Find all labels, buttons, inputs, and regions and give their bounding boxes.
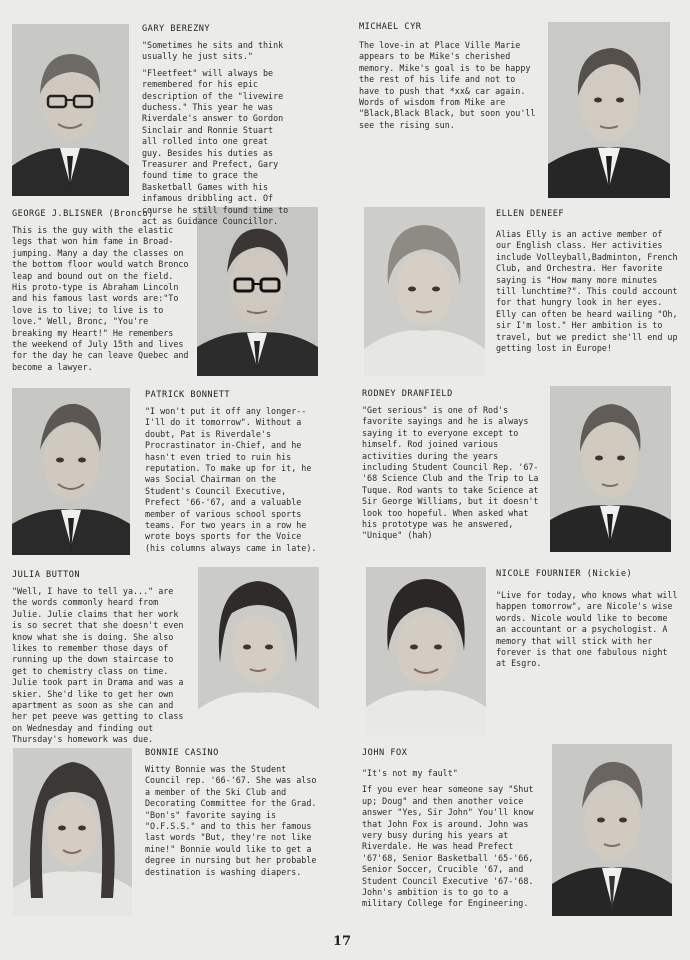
bio-text-michael-cyr: The love-in at Place Ville Marie appears to be Mike's cherished memory. Mike's goal is to be happy the rest of his life and not to have to push that *xx& car again. Words of wisdom from Mike are "Black,Black Black, but soon you'll see the rising sun. (359, 40, 536, 130)
photo-patrick-bonnett (12, 388, 130, 555)
page-number: 17 (333, 934, 352, 949)
bio-text-gary-berezny: "Fleetfeet" will always be remembered for his epic description of the "livewire duchess." This year he was Riverdale's answer to Gordon Sinclair and Ronnie Stuart all rolled into one great guy. Besides his duties as Treasurer and Prefect, Gary found time to grace the Basketball Games with his infamous dribbling act. Of course he still found time to act as Guidance Councillor. (142, 67, 289, 227)
name-bonnie-casino: BONNIE CASINO (145, 748, 219, 758)
bio-julia-button (12, 586, 192, 751)
name-julia-button: JULIA BUTTON (12, 570, 81, 580)
bio-john-fox (362, 768, 542, 915)
bio-text-george-blisner: This is the guy with the elastic legs that won him fame in Broad-jumping. Many a day the classes on the bottom floor would watch Bronco leap and bound out on the field. His proto-type is Abraham Lincoln and his famous last words are:"To love is to live; to live is to love." Well, Bronc, "You're breaking my Heart!" He remembers the weekend of July 15th and lives for the day he can leave Quebec and become a lawyer. (12, 225, 189, 372)
name-george-blisner: GEORGE J.BLISNER (Bronco) (12, 209, 154, 219)
bio-text-john-fox: If you ever hear someone say "Shut up; Doug" and then another voice answer "Yes, Sir John" You'll know that John Fox is around. John was very busy during his years at Riverdale. He was head Prefect '67'68, Senior Basketball '65-'66, Senior Soccer, Crucible '67, and Student Council Executive '67-'68. John's ambition is to go to a military College for Engineering. (362, 784, 534, 909)
bio-text-bonnie-casino: Witty Bonnie was the Student Council rep. '66-'67. She was also a member of the Ski Club and Decorating Committee for the Grad. "Bon's" favorite saying is "O.F.S.S." and to this her famous last words "But, they're not like mine!" Bonnie would like to get a degree in nursing but her probable destination is washing diapers. (145, 764, 317, 877)
photo-julia-button (198, 567, 319, 737)
name-gary-berezny: GARY BEREZNY (142, 24, 211, 34)
bio-ellen-deneef (496, 229, 682, 359)
quote-gary-berezny: "Sometimes he sits and think usually he just sits." (142, 40, 284, 62)
name-ellen-deneef: ELLEN DENEEF (496, 209, 565, 219)
bio-text-patrick-bonnett: "I won't put it off any longer--I'll do it tomorrow". Without a doubt, Pat is Riverdale's Procrastinator in-Chief, and he hasn't even tried to ruin his reputation. To make up for it, he was Social Chairman on the Student's Council Executive, Prefect '66-'67, and a valuable member of various school sports teams. For two years in a row he wrote boys sports for the Voice (his columns always came in late). (145, 406, 317, 553)
photo-michael-cyr (548, 22, 670, 198)
bio-text-nicole-fournier: "Live for today, who knows what will happen tomorrow", are Nicole's wise words. Nicole would like to become an accountant or a psychologist. A memory that will stick with her forever is that one fabulous night at Esgro. (496, 590, 678, 669)
quote-john-fox: "It's not my fault" (362, 768, 458, 778)
name-nicole-fournier: NICOLE FOURNIER (Nickie) (496, 569, 633, 579)
photo-john-fox (552, 744, 672, 916)
bio-bonnie-casino (145, 764, 321, 883)
photo-gary-berezny (12, 24, 129, 196)
bio-text-julia-button: "Well, I have to tell ya..." are the words commonly heard from Julie. Julie claims that her work is so secret that she doesn't even know what she is doing. She also likes to remember those days of running up the down staircase to get to chemistry class on time. Julie took part in Drama and was a skier. She'd like to get her own apartment as soon as she can and her pet peeve was getting to class on Wednesday and finding out Thursday's homework was due. (12, 586, 184, 745)
name-michael-cyr: MICHAEL CYR (359, 22, 422, 32)
name-john-fox: JOHN FOX (362, 748, 408, 758)
bio-nicole-fournier (496, 590, 682, 675)
photo-nicole-fournier (366, 567, 486, 735)
bio-george-blisner (12, 225, 190, 378)
bio-michael-cyr (359, 40, 539, 136)
bio-patrick-bonnett (145, 406, 320, 559)
name-rodney-dranfield: RODNEY DRANFIELD (362, 389, 453, 399)
bio-text-rodney-dranfield: "Get serious" is one of Rod's favorite sayings and he is always saying it to everyone except to himself. Rod joined various activities during the years including Student Council Rep. '67-'68 Science Club and the Trip to La Tuque. Rod wants to take Science at Sir George Williams, but it doesn't look too hopeful. When asked what his prototype was he answered, "Unique" (hah) (362, 405, 539, 541)
photo-ellen-deneef (364, 207, 485, 376)
photo-bonnie-casino (13, 748, 132, 916)
bio-rodney-dranfield (362, 405, 542, 547)
name-patrick-bonnett: PATRICK BONNETT (145, 390, 231, 400)
photo-rodney-dranfield (550, 386, 671, 552)
bio-gary-berezny (142, 40, 292, 233)
bio-text-ellen-deneef: Alias Elly is an active member of our English class. Her activities include Volleyball,Badminton, French Club, and Orchestra. Her favorite saying is "How many more minutes till lunchtime?". This could account for that hungry look in her eyes. Elly can often be heard wailing "Oh, sir I'm lost." Her ambition is to travel, but we predict she'll end up getting lost in Europe! (496, 229, 678, 354)
